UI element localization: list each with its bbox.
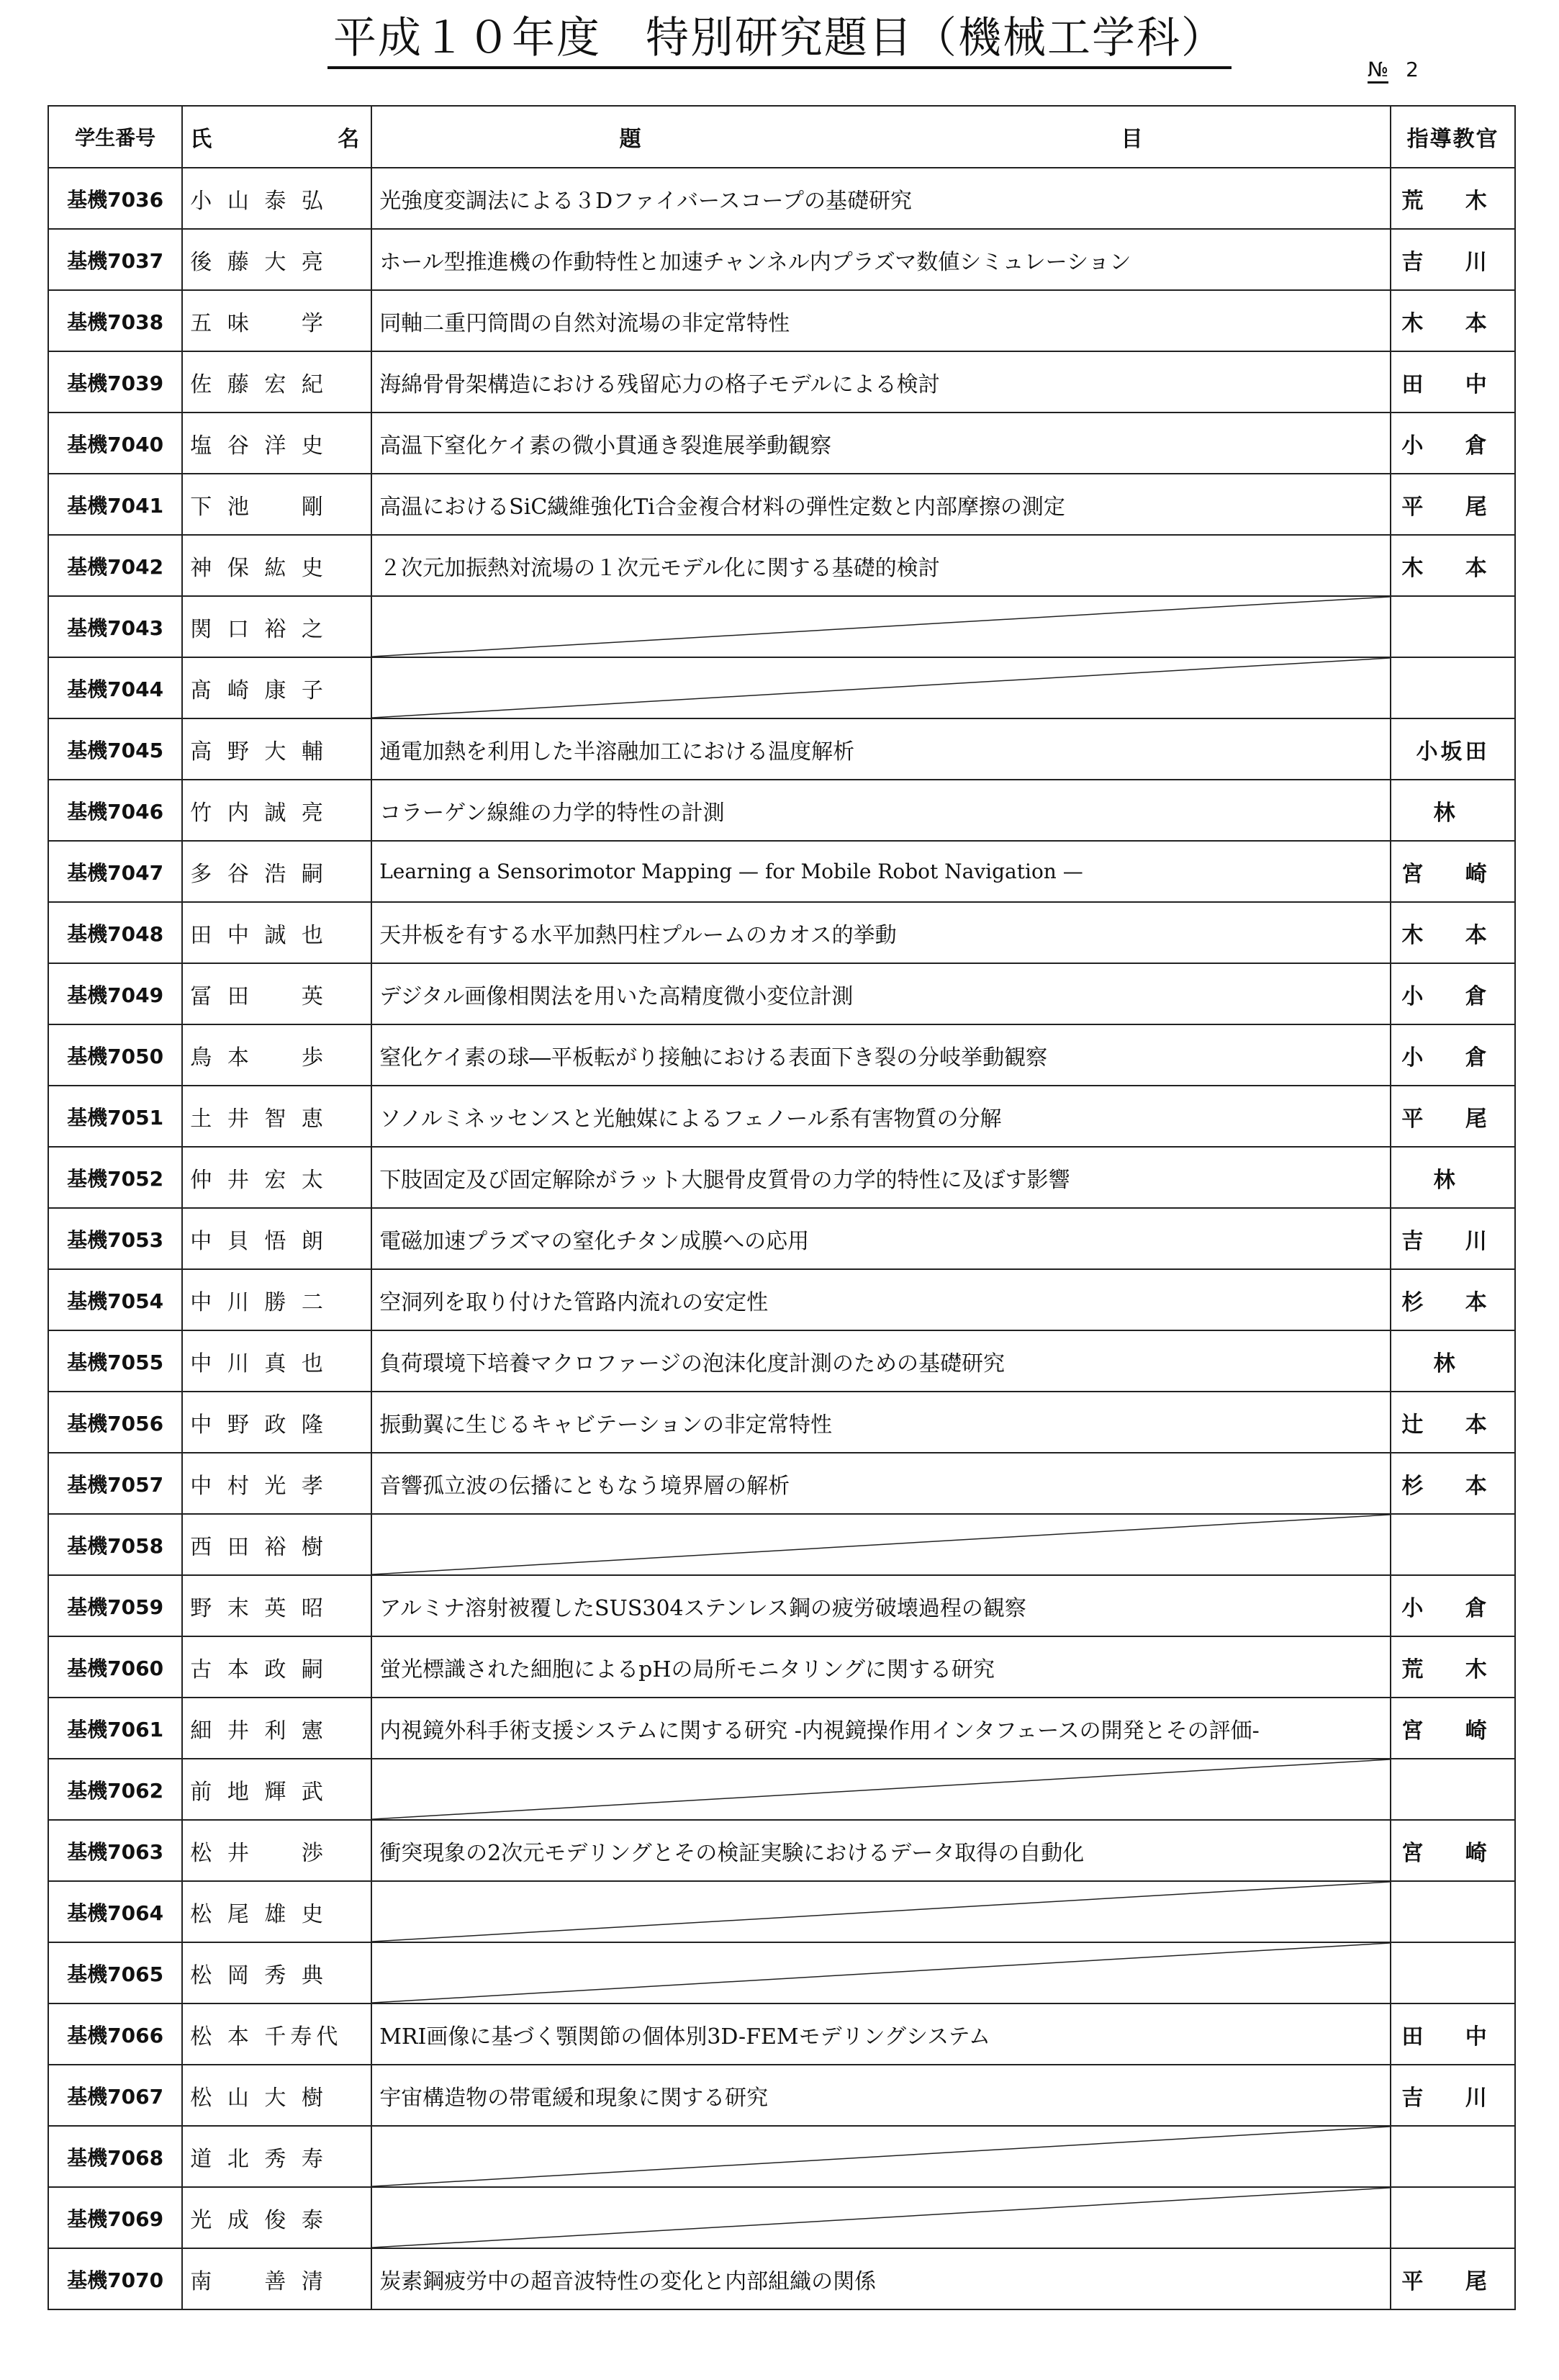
header-student-id: 学生番号 (48, 106, 182, 168)
research-title: 同軸二重円筒間の自然対流場の非定常特性 (371, 290, 1391, 351)
table-row (48, 229, 1515, 290)
table-row (48, 1514, 1515, 1575)
student-name: 中 貝 悟 朗 (182, 1208, 371, 1269)
advisor-name: 宮 崎 (1391, 841, 1515, 902)
empty-slash-line (372, 658, 1390, 718)
advisor-name (1391, 2187, 1515, 2248)
student-id: 基機7059 (48, 1575, 182, 1636)
research-title: ホール型推進機の作動特性と加速チャンネル内プラズマ数値シミュレーション (371, 229, 1391, 290)
advisor-name: 小坂田 (1391, 718, 1515, 780)
student-id: 基機7056 (48, 1392, 182, 1453)
student-id: 基機7039 (48, 351, 182, 413)
table-row (48, 902, 1515, 963)
student-id: 基機7062 (48, 1759, 182, 1820)
advisor-name: 宮 崎 (1391, 1698, 1515, 1759)
table-row (48, 290, 1515, 351)
advisor-name (1391, 1942, 1515, 2003)
table-row (48, 474, 1515, 535)
advisor-name (1391, 657, 1515, 718)
student-name: 多 谷 浩 嗣 (182, 841, 371, 902)
advisor-name: 林 (1391, 1330, 1515, 1392)
research-title: 高温におけるSiC繊維強化Ti合金複合材料の弾性定数と内部摩擦の測定 (371, 474, 1391, 535)
research-title: 通電加熱を利用した半溶融加工における温度解析 (371, 718, 1391, 780)
student-id: 基機7063 (48, 1820, 182, 1881)
empty-slash-line (372, 1515, 1390, 1574)
student-id: 基機7067 (48, 2065, 182, 2126)
page-number-label: № (1368, 58, 1388, 84)
empty-slash-line (372, 1943, 1390, 2003)
research-title: 炭素鋼疲労中の超音波特性の変化と内部組織の関係 (371, 2248, 1391, 2309)
table-row (48, 1881, 1515, 1942)
advisor-name: 田 中 (1391, 351, 1515, 413)
research-title-empty (371, 2126, 1391, 2187)
student-name: 道 北 秀 寿 (182, 2126, 371, 2187)
table-row (48, 1147, 1515, 1208)
research-title: 負荷環境下培養マクロファージの泡沫化度計測のための基礎研究 (371, 1330, 1391, 1392)
student-id: 基機7036 (48, 168, 182, 229)
table-row (48, 413, 1515, 474)
student-name: 土 井 智 恵 (182, 1086, 371, 1147)
research-title: 内視鏡外科手術支援システムに関する研究 -内視鏡操作用インタフェースの開発とその評価- (371, 1698, 1391, 1759)
research-title: 音響孤立波の伝播にともなう境界層の解析 (371, 1453, 1391, 1514)
advisor-name: 小 倉 (1391, 963, 1515, 1024)
research-title: 海綿骨骨架構造における残留応力の格子モデルによる検討 (371, 351, 1391, 413)
student-id: 基機7060 (48, 1636, 182, 1698)
student-id: 基機7054 (48, 1269, 182, 1330)
student-name: 佐 藤 宏 紀 (182, 351, 371, 413)
research-title: 光強度変調法による３Dファイバースコープの基礎研究 (371, 168, 1391, 229)
advisor-name: 小 倉 (1391, 413, 1515, 474)
research-title-empty (371, 2187, 1391, 2248)
research-title: 空洞列を取り付けた管路内流れの安定性 (371, 1269, 1391, 1330)
header-title (371, 106, 1391, 168)
research-title: 振動翼に生じるキャビテーションの非定常特性 (371, 1392, 1391, 1453)
student-id: 基機7052 (48, 1147, 182, 1208)
student-name: 南 善 清 (182, 2248, 371, 2309)
advisor-name: 杉 本 (1391, 1269, 1515, 1330)
table-row (48, 2248, 1515, 2309)
student-name: 古 本 政 嗣 (182, 1636, 371, 1698)
table-row (48, 1820, 1515, 1881)
student-name: 野 末 英 昭 (182, 1575, 371, 1636)
student-id: 基機7064 (48, 1881, 182, 1942)
table-row (48, 2065, 1515, 2126)
student-name: 中 川 勝 二 (182, 1269, 371, 1330)
student-name: 松 井 渉 (182, 1820, 371, 1881)
table-row (48, 2003, 1515, 2065)
table-row (48, 841, 1515, 902)
advisor-name: 木 本 (1391, 290, 1515, 351)
empty-slash-line (372, 1759, 1390, 1819)
advisor-name: 小 倉 (1391, 1024, 1515, 1086)
table-row (48, 1942, 1515, 2003)
student-name: 細 井 利 憲 (182, 1698, 371, 1759)
table-row (48, 1024, 1515, 1086)
student-name: 西 田 裕 樹 (182, 1514, 371, 1575)
empty-slash-line (372, 2127, 1390, 2186)
table-row (48, 1208, 1515, 1269)
advisor-name (1391, 1759, 1515, 1820)
research-title: 窒化ケイ素の球―平板転がり接触における表面下き裂の分岐挙動観察 (371, 1024, 1391, 1086)
header-name-2: 名 (338, 127, 364, 152)
header-name-1: 氏 (190, 127, 217, 152)
student-name: 松 本 千寿代 (182, 2003, 371, 2065)
table-row (48, 2187, 1515, 2248)
research-title-empty (371, 1881, 1391, 1942)
page-title-text: 平成１０年度 特別研究題目（機械工学科） (327, 13, 1232, 69)
table-row (48, 1575, 1515, 1636)
table-row (48, 1453, 1515, 1514)
student-name: 仲 井 宏 太 (182, 1147, 371, 1208)
table-row (48, 535, 1515, 596)
advisor-name (1391, 1881, 1515, 1942)
student-id: 基機7038 (48, 290, 182, 351)
advisor-name: 林 (1391, 1147, 1515, 1208)
table-body (48, 168, 1515, 2309)
student-id: 基機7058 (48, 1514, 182, 1575)
student-name: 下 池 剛 (182, 474, 371, 535)
student-name: 関 口 裕 之 (182, 596, 371, 657)
student-name: 冨 田 英 (182, 963, 371, 1024)
advisor-name: 林 (1391, 780, 1515, 841)
student-id: 基機7037 (48, 229, 182, 290)
student-id: 基機7070 (48, 2248, 182, 2309)
student-name: 光 成 俊 泰 (182, 2187, 371, 2248)
student-id: 基機7045 (48, 718, 182, 780)
table-row (48, 657, 1515, 718)
table-row (48, 596, 1515, 657)
advisor-name (1391, 2126, 1515, 2187)
student-id: 基機7066 (48, 2003, 182, 2065)
student-id: 基機7042 (48, 535, 182, 596)
table-row (48, 1392, 1515, 1453)
header-name (182, 106, 371, 168)
research-title-empty (371, 1759, 1391, 1820)
student-id: 基機7044 (48, 657, 182, 718)
advisor-name: 吉 川 (1391, 1208, 1515, 1269)
student-id: 基機7043 (48, 596, 182, 657)
research-title: 衝突現象の2次元モデリングとその検証実験におけるデータ取得の自動化 (371, 1820, 1391, 1881)
student-id: 基機7065 (48, 1942, 182, 2003)
student-name: 松 山 大 樹 (182, 2065, 371, 2126)
table-row (48, 1636, 1515, 1698)
student-name: 田 中 誠 也 (182, 902, 371, 963)
advisor-name: 木 本 (1391, 902, 1515, 963)
student-name: 松 岡 秀 典 (182, 1942, 371, 2003)
student-id: 基機7046 (48, 780, 182, 841)
research-title: コラーゲン線維の力学的特性の計測 (371, 780, 1391, 841)
advisor-name: 荒 木 (1391, 168, 1515, 229)
advisor-name: 田 中 (1391, 2003, 1515, 2065)
student-name: 松 尾 雄 史 (182, 1881, 371, 1942)
research-title: ソノルミネッセンスと光触媒によるフェノール系有害物質の分解 (371, 1086, 1391, 1147)
header-title-1: 題 (619, 127, 641, 152)
table-row (48, 168, 1515, 229)
empty-slash-line (372, 1882, 1390, 1942)
student-name: 中 野 政 隆 (182, 1392, 371, 1453)
student-id: 基機7047 (48, 841, 182, 902)
advisor-name: 木 本 (1391, 535, 1515, 596)
research-title: アルミナ溶射被覆したSUS304ステンレス鋼の疲労破壊過程の観察 (371, 1575, 1391, 1636)
student-name: 塩 谷 洋 史 (182, 413, 371, 474)
research-title-empty (371, 596, 1391, 657)
student-id: 基機7040 (48, 413, 182, 474)
student-id: 基機7048 (48, 902, 182, 963)
table-row (48, 1330, 1515, 1392)
research-title-empty (371, 657, 1391, 718)
advisor-name: 平 尾 (1391, 1086, 1515, 1147)
advisor-name (1391, 596, 1515, 657)
research-topics-table (48, 105, 1516, 2310)
table-row (48, 780, 1515, 841)
student-id: 基機7068 (48, 2126, 182, 2187)
advisor-name: 小 倉 (1391, 1575, 1515, 1636)
advisor-name: 荒 木 (1391, 1636, 1515, 1698)
research-title: デジタル画像相関法を用いた高精度微小変位計測 (371, 963, 1391, 1024)
research-title: 宇宙構造物の帯電緩和現象に関する研究 (371, 2065, 1391, 2126)
student-name: 高 野 大 輔 (182, 718, 371, 780)
table-row (48, 718, 1515, 780)
table-row (48, 2126, 1515, 2187)
advisor-name: 吉 川 (1391, 2065, 1515, 2126)
advisor-name: 平 尾 (1391, 2248, 1515, 2309)
table-row (48, 1086, 1515, 1147)
student-name: 竹 内 誠 亮 (182, 780, 371, 841)
research-title: 天井板を有する水平加熱円柱プルームのカオス的挙動 (371, 902, 1391, 963)
research-title: 電磁加速プラズマの窒化チタン成膜への応用 (371, 1208, 1391, 1269)
research-title-empty (371, 1514, 1391, 1575)
research-title: 蛍光標識された細胞によるpHの局所モニタリングに関する研究 (371, 1636, 1391, 1698)
research-title: Learning a Sensorimotor Mapping — for Mobile Robot Navigation — (371, 841, 1391, 902)
empty-slash-line (372, 2188, 1390, 2248)
student-name: 小 山 泰 弘 (182, 168, 371, 229)
student-id: 基機7053 (48, 1208, 182, 1269)
student-name: 中 村 光 孝 (182, 1453, 371, 1514)
student-id: 基機7041 (48, 474, 182, 535)
research-title: ２次元加振熱対流場の１次元モデル化に関する基礎的検討 (371, 535, 1391, 596)
table-row (48, 1759, 1515, 1820)
advisor-name: 辻 本 (1391, 1392, 1515, 1453)
student-name: 中 川 真 也 (182, 1330, 371, 1392)
table-row (48, 963, 1515, 1024)
table-row (48, 1698, 1515, 1759)
page-number (1368, 58, 1419, 81)
research-title-empty (371, 1942, 1391, 2003)
student-id: 基機7069 (48, 2187, 182, 2248)
research-title: 高温下窒化ケイ素の微小貫通き裂進展挙動観察 (371, 413, 1391, 474)
student-name: 鳥 本 歩 (182, 1024, 371, 1086)
table-row (48, 1269, 1515, 1330)
page-number-value: 2 (1406, 58, 1419, 81)
student-id: 基機7050 (48, 1024, 182, 1086)
student-id: 基機7049 (48, 963, 182, 1024)
header-title-2: 目 (1121, 127, 1143, 152)
student-id: 基機7051 (48, 1086, 182, 1147)
student-id: 基機7057 (48, 1453, 182, 1514)
advisor-name (1391, 1514, 1515, 1575)
student-name: 髙 崎 康 子 (182, 657, 371, 718)
research-title: MRI画像に基づく顎関節の個体別3D-FEMモデリングシステム (371, 2003, 1391, 2065)
student-name: 前 地 輝 武 (182, 1759, 371, 1820)
advisor-name: 平 尾 (1391, 474, 1515, 535)
table-header-row (48, 106, 1515, 168)
advisor-name: 杉 本 (1391, 1453, 1515, 1514)
advisor-name: 吉 川 (1391, 229, 1515, 290)
student-name: 神 保 紘 史 (182, 535, 371, 596)
empty-slash-line (372, 597, 1390, 657)
page-title (0, 13, 1559, 63)
student-name: 後 藤 大 亮 (182, 229, 371, 290)
advisor-name: 宮 崎 (1391, 1820, 1515, 1881)
student-name: 五 味 学 (182, 290, 371, 351)
student-id: 基機7055 (48, 1330, 182, 1392)
research-title: 下肢固定及び固定解除がラット大腿骨皮質骨の力学的特性に及ぼす影響 (371, 1147, 1391, 1208)
table-row (48, 351, 1515, 413)
header-advisor: 指導教官 (1391, 106, 1515, 168)
student-id: 基機7061 (48, 1698, 182, 1759)
